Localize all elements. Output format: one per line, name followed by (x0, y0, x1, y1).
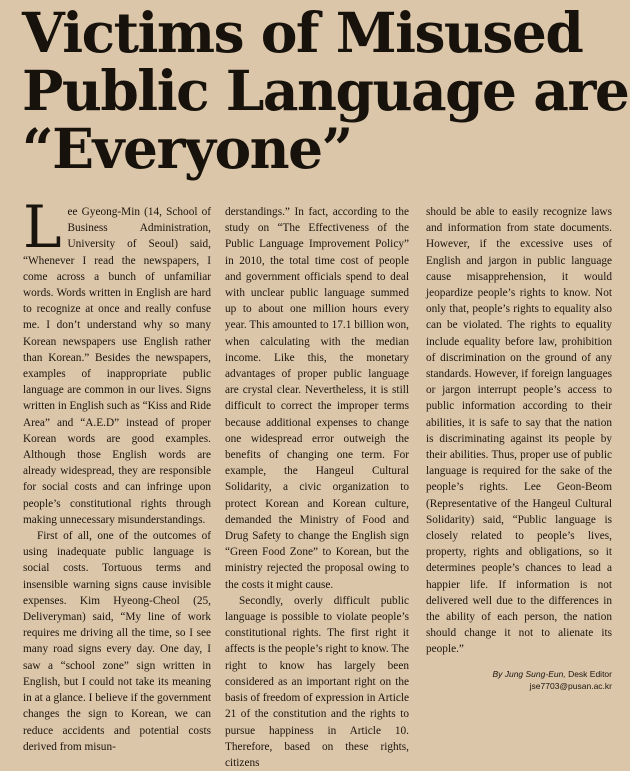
headline-line-3: “Everyone” (22, 116, 352, 181)
byline-role: Desk Editor (568, 668, 612, 679)
paragraph-equality: should be able to easily recognize laws and information from state documents. However, if the excessive uses of English and jargon in public language cause misapprehension, it would jeopardize people’s rights to know. Not only that, people’s rights to equality also can be violated. The rights to equality include equality before law, prohibition of discrimination on the ground of any standards. However, if foreign languages or jargon interrupt people’s access to public information according to their abilities, it is safe to say that the nation is discriminating against its people by their abilities. Thus, proper use of public language is required for the sake of the people’s rights. Lee Geon-Beom (Representative of the Hangeul Cultural Solidarity) said, “Public language is closely related to people’s lives, property, rights and obligations, so it determines people’s chances to lead a happier life. If information is not delivered well due to the differences in the ability of each person, the nation should change it not to alienate its people.” (426, 206, 612, 656)
article-column-2 (225, 204, 409, 771)
paragraph-intro (23, 193, 211, 528)
byline-name: By Jung Sung-Eun, (492, 668, 566, 679)
author-credit (426, 668, 612, 692)
author-email: jse7703@pusan.ac.kr (529, 680, 612, 691)
paragraph-intro-text: ee Gyeong-Min (14, School of Business Administration, University of Seoul) said, “Whenever I read the newspapers, I come across a bunch of unfamiliar words. Words written in English are hard to recognize at once and really confuse me. I don’t understand why so many Korean newspapers use English rather than Korean.” Besides the newspapers, examples of inappropriate public language are common in our lives. Signs written in English such as “Kiss and Ride Area” and “A.E.D” instead of proper Korean words are good examples. Although those English words are already widespread, they are responsible for social costs and can infringe upon people’s constitutional rights through making unnecessary misunderstandings. (23, 206, 211, 526)
headline-line-2: Public Language are (22, 58, 629, 123)
headline (22, 0, 629, 181)
paragraph-study: derstandings.” In fact, according to the study on “The Effectiveness of the Public Language Improvement Policy” in 2010, the total time cost of people and government officials spend to deal with unclear public language summed up to about one million hours every year. This amounted to 17.1 billion won, when calculating with the median income. Like this, the monetary advantages of proper public language are crystal clear. Nevertheless, it is still difficult to correct the improper terms because additional expenses to change one widespread error outweigh the benefits of changing one term. For example, the Hangeul Cultural Solidarity, a civic organization to protect Korean and Korean culture, demanded the Ministry of Food and Drug Safety to change the English sign “Green Food Zone” to Korean, but the ministry rejected the proposal owing to the costs it might cause. (225, 206, 409, 591)
paragraph-social-costs: First of all, one of the outcomes of using inadequate public language is social costs. Tortuous terms and insensible warning signs cause invisible expenses. Kim Hyeong-Cheol (25, Deliveryman) said, “My line of work requires me driving all the time, so I see many road signs every day. One day, I saw a “school zone” sign written in English, but I could not take its meaning in at a glance. I believe if the government changes the sign to Korean, we can reduce accidents and potential costs derived from misun- (23, 530, 211, 753)
paragraph-rights: Secondly, overly difficult public language is possible to violate people’s constitutional rights. The first right it affects is the people’s right to know. The right to know has largely been considered as an important right on the basis of freedom of expression in Article 21 of the constitution and the rights to pursue happiness in Article 10. Therefore, based on these rights, citizens (225, 594, 409, 769)
article-column-1 (23, 193, 211, 755)
drop-cap: L (23, 193, 62, 261)
article-column-3 (426, 204, 612, 692)
headline-line-1: Victims of Misused (22, 0, 583, 65)
